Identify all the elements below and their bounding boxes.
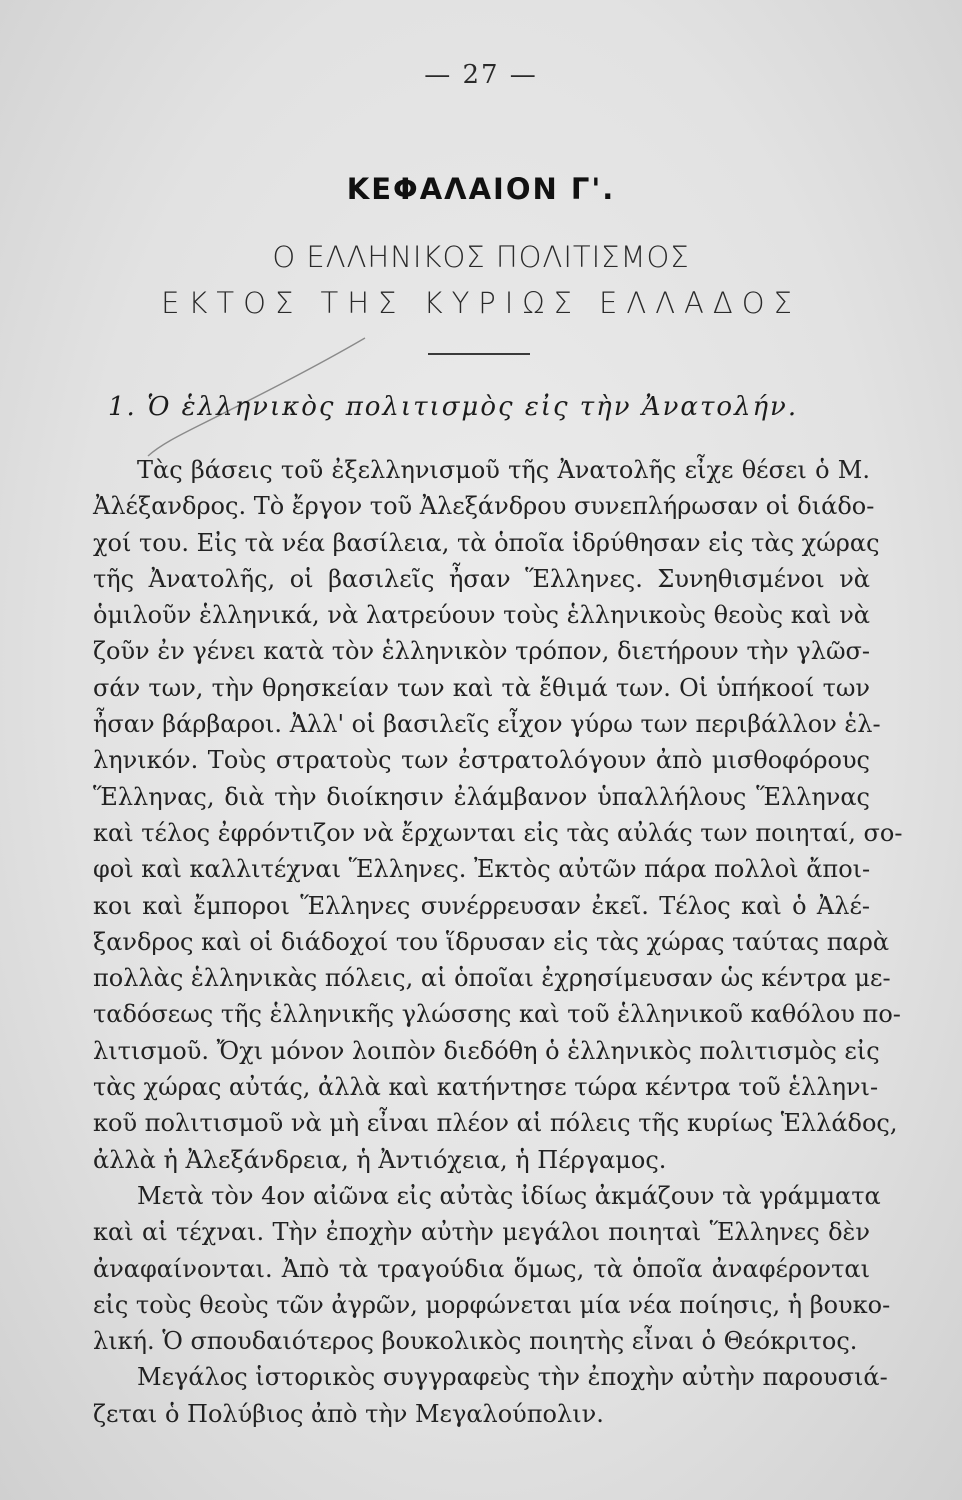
body-line: Ἕλληνας, διὰ τὴν διοίκησιν ἐλάμβανον ὑπαλλήλους Ἕλληνας (93, 782, 870, 811)
body-line: Τὰς βάσεις τοῦ ἐξελληνισμοῦ τῆς Ἀνατολῆς εἶχε θέσει ὁ Μ. (137, 456, 870, 484)
chapter-label: ΚΕΦΑΛΑΙΟΝ Γ'. (346, 172, 616, 206)
body-line: τῆς Ἀνατολῆς, οἱ βασιλεῖς ἦσαν Ἕλληνες. Συνηθισμένοι νὰ (93, 564, 870, 593)
body-line: ληνικόν. Τοὺς στρατοὺς των ἐστρατολόγουν ἀπὸ μισθοφόρους (93, 746, 870, 775)
body-line: ζοῦν ἐν γένει κατὰ τὸν ἑλληνικὸν τρόπον, διετήρουν τὴν γλῶσ- (93, 637, 870, 666)
body-line: Ἀλέξανδρος. Τὸ ἔργον τοῦ Ἀλεξάνδρου συνεπλήρωσαν οἱ διάδο- (93, 492, 875, 521)
body-line: κοῦ πολιτισμοῦ νὰ μὴ εἶναι πλέον αἱ πόλεις τῆς κυρίως Ἑλλάδος, (93, 1109, 898, 1138)
chapter-title-line-2: ΕΚΤΟΣ ΤΗΣ ΚΥΡΙΩΣ ΕΛΛΑΔΟΣ (161, 286, 801, 320)
body-line: καὶ τέλος ἐφρόντιζον νὰ ἔρχωνται εἰς τὰς αὐλάς των ποιηταί, σο- (93, 818, 903, 847)
body-line: τὰς χώρας αὐτάς, ἀλλὰ καὶ κατήντησε τώρα κέντρα τοῦ ἑλληνι- (93, 1073, 879, 1102)
body-line: καὶ αἱ τέχναι. Τὴν ἐποχὴν αὐτὴν μεγάλοι ποιηταὶ Ἕλληνες δὲν (93, 1218, 870, 1247)
body-line: σάν των, τὴν θρησκείαν των καὶ τὰ ἔθιμά των. Οἱ ὑπήκοοί των (93, 673, 870, 702)
body-line: λική. Ὁ σπουδαιότερος βουκολικὸς ποιητὴς εἶναι ὁ Θεόκριτος. (93, 1327, 858, 1356)
body-line: πολλὰς ἑλληνικὰς πόλεις, αἱ ὁποῖαι ἐχρησίμευσαν ὡς κέντρα με- (93, 964, 891, 993)
body-line: λιτισμοῦ. Ὄχι μόνον λοιπὸν διεδόθη ὁ ἑλληνικὸς πολιτισμὸς εἰς (93, 1036, 880, 1065)
body-line: ξανδρος καὶ οἱ διάδοχοί του ἵδρυσαν εἰς τὰς χώρας ταύτας παρὰ (93, 927, 890, 956)
section-heading: 1. Ὁ ἑλληνικὸς πολιτισμὸς εἰς τὴν Ἀνατολήν. (108, 392, 799, 422)
body-text (93, 452, 903, 1432)
body-line: φοὶ καὶ καλλιτέχναι Ἕλληνες. Ἐκτὸς αὐτῶν πάρα πολλοὶ ἄποι- (93, 855, 871, 884)
chapter-title-line-1: Ο ΕΛΛΗΝΙΚΟΣ ΠΟΛΙΤΙΣΜΟΣ (272, 240, 690, 274)
body-line: ἦσαν βάρβαροι. Ἀλλ' οἱ βασιλεῖς εἶχον γύρω των περιβάλλον ἑλ- (93, 710, 881, 739)
body-line: εἰς τοὺς θεοὺς τῶν ἀγρῶν, μορφώνεται μία νέα ποίησις, ἡ βουκο- (93, 1290, 891, 1319)
body-line: ἀλλὰ ἡ Ἀλεξάνδρεια, ἡ Ἀντιόχεια, ἡ Πέργαμος. (93, 1145, 667, 1174)
page-number: — 27 — (424, 60, 538, 90)
body-line: κοι καὶ ἔμποροι Ἕλληνες συνέρρευσαν ἐκεῖ. Τέλος καὶ ὁ Ἀλέ- (93, 891, 870, 920)
body-line: ταδόσεως τῆς ἑλληνικῆς γλώσσης καὶ τοῦ ἑλληνικοῦ καθόλου πο- (93, 1000, 901, 1029)
body-line: Μεγάλος ἱστορικὸς συγγραφεὺς τὴν ἐποχὴν αὐτὴν παρουσιά- (137, 1363, 888, 1392)
body-line: χοί του. Εἰς τὰ νέα βασίλεια, τὰ ὁποῖα ἱδρύθησαν εἰς τὰς χώρας (93, 528, 880, 557)
body-line: ἀναφαίνονται. Ἀπὸ τὰ τραγούδια ὅμως, τὰ ὁποῖα ἀναφέρονται (93, 1254, 870, 1283)
body-line: ὁμιλοῦν ἑλληνικά, νὰ λατρεύουν τοὺς ἑλληνικοὺς θεοὺς καὶ νὰ (93, 601, 870, 630)
body-line: Μετὰ τὸν 4ον αἰῶνα εἰς αὐτὰς ἰδίως ἀκμάζουν τὰ γράμματα (137, 1181, 881, 1210)
body-line: ζεται ὁ Πολύβιος ἀπὸ τὴν Μεγαλούπολιν. (93, 1399, 604, 1428)
title-divider-rule (428, 353, 530, 355)
